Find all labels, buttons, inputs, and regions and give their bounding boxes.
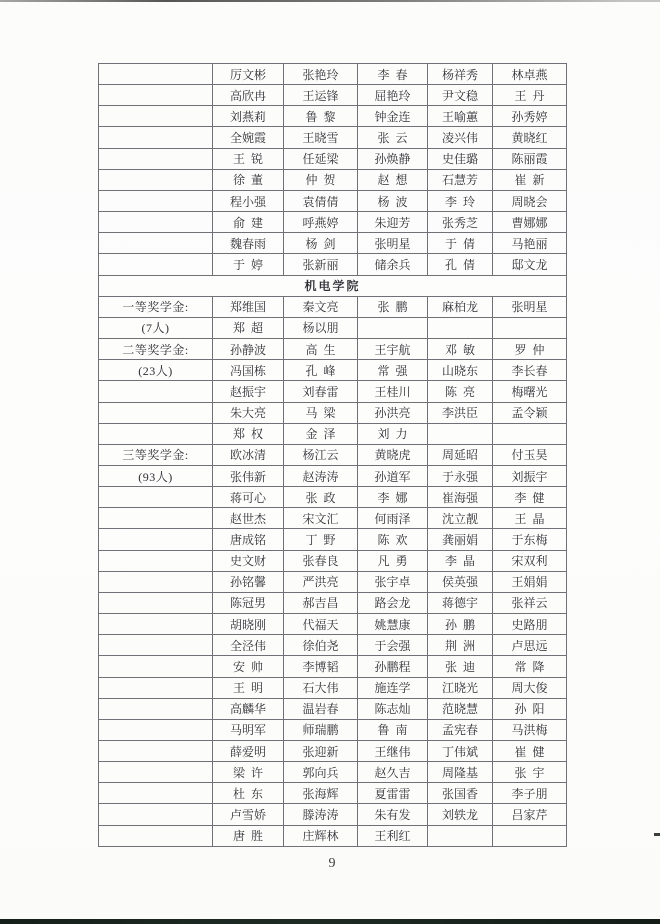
- student-name-cell: 冯国栋: [213, 360, 284, 381]
- student-name-cell: 张新丽: [284, 254, 358, 275]
- student-name-cell: 王娟娟: [493, 571, 567, 592]
- student-name-cell: [428, 825, 493, 846]
- student-name-cell: 于东梅: [493, 529, 567, 550]
- award-tier-label-cell: 三等奖学金:: [99, 444, 213, 465]
- scan-artifact-top-edge: [0, 0, 660, 2]
- student-name-cell: 高麟华: [213, 698, 284, 719]
- student-name-cell: 温岩春: [284, 698, 358, 719]
- student-name-cell: [428, 317, 493, 338]
- table-row: [99, 487, 567, 508]
- student-name-cell: 杨江云: [284, 444, 358, 465]
- student-name-cell: 张国香: [428, 783, 493, 804]
- student-name-cell: [493, 825, 567, 846]
- student-name-cell: 金 泽: [284, 423, 358, 444]
- student-name-cell: 孙鹏程: [358, 656, 428, 677]
- student-name-cell: 全婉霞: [213, 127, 284, 148]
- student-name-cell: 孟宪春: [428, 719, 493, 740]
- roster-table-body: [99, 64, 567, 847]
- student-name-cell: 范晓慧: [428, 698, 493, 719]
- student-name-cell: 严洪亮: [284, 571, 358, 592]
- student-name-cell: 赵世杰: [213, 508, 284, 529]
- table-row: [99, 614, 567, 635]
- student-name-cell: 张春良: [284, 550, 358, 571]
- student-name-cell: 王 锐: [213, 148, 284, 169]
- student-name-cell: 崔 健: [493, 741, 567, 762]
- student-name-cell: 崔 新: [493, 169, 567, 190]
- student-name-cell: 庄辉林: [284, 825, 358, 846]
- student-name-cell: 凌兴伟: [428, 127, 493, 148]
- student-name-cell: 陈冠男: [213, 592, 284, 613]
- student-name-cell: 张明星: [358, 233, 428, 254]
- award-tier-label-cell: (93人): [99, 465, 213, 486]
- student-name-cell: 马明军: [213, 719, 284, 740]
- award-tier-label-cell: [99, 190, 213, 211]
- student-name-cell: 林卓燕: [493, 64, 567, 85]
- student-name-cell: 张 迪: [428, 656, 493, 677]
- student-name-cell: 陈丽霞: [493, 148, 567, 169]
- award-tier-label-cell: [99, 487, 213, 508]
- award-tier-label-cell: [99, 550, 213, 571]
- award-tier-label-cell: [99, 85, 213, 106]
- award-tier-label-cell: [99, 402, 213, 423]
- student-name-cell: 呼燕婷: [284, 212, 358, 233]
- table-row: [99, 465, 567, 486]
- student-name-cell: 刘振宇: [493, 465, 567, 486]
- student-name-cell: 陈志灿: [358, 698, 428, 719]
- student-name-cell: 孔 峰: [284, 360, 358, 381]
- table-row: [99, 381, 567, 402]
- student-name-cell: 李长春: [493, 360, 567, 381]
- student-name-cell: 任延梁: [284, 148, 358, 169]
- table-row: [99, 275, 567, 296]
- student-name-cell: 邸文龙: [493, 254, 567, 275]
- award-tier-label-cell: [99, 783, 213, 804]
- student-name-cell: 张 宇: [493, 762, 567, 783]
- student-name-cell: 徐伯尧: [284, 635, 358, 656]
- student-name-cell: 张 鹏: [358, 296, 428, 317]
- student-name-cell: 孙道军: [358, 465, 428, 486]
- student-name-cell: 高欣冉: [213, 85, 284, 106]
- student-name-cell: 张 政: [284, 487, 358, 508]
- student-name-cell: 路会龙: [358, 592, 428, 613]
- student-name-cell: 李 晶: [428, 550, 493, 571]
- student-name-cell: 常 降: [493, 656, 567, 677]
- student-name-cell: 郑 超: [213, 317, 284, 338]
- student-name-cell: 李子朋: [493, 783, 567, 804]
- student-name-cell: 滕涛涛: [284, 804, 358, 825]
- student-name-cell: 郝吉昌: [284, 592, 358, 613]
- student-name-cell: 张宇卓: [358, 571, 428, 592]
- table-row: [99, 64, 567, 85]
- scan-artifact-speck: [654, 833, 660, 836]
- award-tier-label-cell: 一等奖学金:: [99, 296, 213, 317]
- student-name-cell: 孟令颖: [493, 402, 567, 423]
- award-tier-label-cell: [99, 825, 213, 846]
- student-name-cell: 卢雪娇: [213, 804, 284, 825]
- award-tier-label-cell: [99, 508, 213, 529]
- student-name-cell: 孙 阳: [493, 698, 567, 719]
- student-name-cell: 李 健: [493, 487, 567, 508]
- student-name-cell: 杜 东: [213, 783, 284, 804]
- student-name-cell: 赵涛涛: [284, 465, 358, 486]
- award-tier-label-cell: (23人): [99, 360, 213, 381]
- award-tier-label-cell: [99, 698, 213, 719]
- table-row: [99, 762, 567, 783]
- student-name-cell: 刘 力: [358, 423, 428, 444]
- student-name-cell: [493, 317, 567, 338]
- award-tier-label-cell: [99, 719, 213, 740]
- student-name-cell: 卢思远: [493, 635, 567, 656]
- student-name-cell: 杨以朋: [284, 317, 358, 338]
- student-name-cell: 蒋德宇: [428, 592, 493, 613]
- table-row: [99, 423, 567, 444]
- table-row: [99, 212, 567, 233]
- student-name-cell: 孔 倩: [428, 254, 493, 275]
- table-row: [99, 804, 567, 825]
- table-row: [99, 169, 567, 190]
- student-name-cell: 厉文彬: [213, 64, 284, 85]
- student-name-cell: 陈 欢: [358, 529, 428, 550]
- student-name-cell: 杨祥秀: [428, 64, 493, 85]
- student-name-cell: 何雨泽: [358, 508, 428, 529]
- student-name-cell: 曹娜娜: [493, 212, 567, 233]
- student-name-cell: 姚慧康: [358, 614, 428, 635]
- table-row: [99, 656, 567, 677]
- table-row: [99, 402, 567, 423]
- award-tier-label-cell: [99, 635, 213, 656]
- table-row: [99, 783, 567, 804]
- student-name-cell: [358, 317, 428, 338]
- student-name-cell: 马洪梅: [493, 719, 567, 740]
- student-name-cell: 郑 权: [213, 423, 284, 444]
- student-name-cell: 常 强: [358, 360, 428, 381]
- student-name-cell: 王继伟: [358, 741, 428, 762]
- student-name-cell: 李洪臣: [428, 402, 493, 423]
- table-row: [99, 719, 567, 740]
- student-name-cell: 马艳丽: [493, 233, 567, 254]
- student-name-cell: 孙焕静: [358, 148, 428, 169]
- student-name-cell: 杨 波: [358, 190, 428, 211]
- student-name-cell: 付玉昊: [493, 444, 567, 465]
- student-name-cell: 朱大亮: [213, 402, 284, 423]
- table-row: [99, 296, 567, 317]
- student-name-cell: 王 晶: [493, 508, 567, 529]
- student-name-cell: 师瑞鹏: [284, 719, 358, 740]
- page-number: 9: [328, 856, 336, 871]
- student-name-cell: 唐成铭: [213, 529, 284, 550]
- table-row: [99, 317, 567, 338]
- student-name-cell: 崔海强: [428, 487, 493, 508]
- table-row: [99, 339, 567, 360]
- award-tier-label-cell: [99, 656, 213, 677]
- student-name-cell: 山晓东: [428, 360, 493, 381]
- student-name-cell: 全泾伟: [213, 635, 284, 656]
- student-name-cell: 钟金连: [358, 106, 428, 127]
- award-tier-label-cell: [99, 592, 213, 613]
- student-name-cell: 侯英强: [428, 571, 493, 592]
- student-name-cell: 麻柏龙: [428, 296, 493, 317]
- award-tier-label-cell: [99, 233, 213, 254]
- student-name-cell: 刘春雷: [284, 381, 358, 402]
- student-name-cell: 史文财: [213, 550, 284, 571]
- award-tier-label-cell: [99, 423, 213, 444]
- student-name-cell: 梅曙光: [493, 381, 567, 402]
- award-tier-label-cell: [99, 64, 213, 85]
- student-name-cell: 张秀芝: [428, 212, 493, 233]
- student-name-cell: 魏春雨: [213, 233, 284, 254]
- student-name-cell: 赵振宇: [213, 381, 284, 402]
- student-name-cell: 石大伟: [284, 677, 358, 698]
- award-tier-label-cell: [99, 571, 213, 592]
- student-name-cell: 薛爱明: [213, 741, 284, 762]
- table-row: [99, 85, 567, 106]
- student-name-cell: 秦文亮: [284, 296, 358, 317]
- student-name-cell: 黄晓红: [493, 127, 567, 148]
- student-name-cell: 史路朋: [493, 614, 567, 635]
- table-row: [99, 592, 567, 613]
- student-name-cell: 于 倩: [428, 233, 493, 254]
- student-name-cell: 马 梁: [284, 402, 358, 423]
- student-name-cell: 于永强: [428, 465, 493, 486]
- section-header: 机电学院: [99, 275, 567, 296]
- table-row: [99, 233, 567, 254]
- student-name-cell: 梁 许: [213, 762, 284, 783]
- student-name-cell: 王 丹: [493, 85, 567, 106]
- table-row: [99, 635, 567, 656]
- table-row: [99, 825, 567, 846]
- student-name-cell: 于 婷: [213, 254, 284, 275]
- table-row: [99, 571, 567, 592]
- student-name-cell: 程小强: [213, 190, 284, 211]
- student-name-cell: 王桂川: [358, 381, 428, 402]
- student-name-cell: 张 云: [358, 127, 428, 148]
- student-name-cell: 陈 亮: [428, 381, 493, 402]
- student-name-cell: 储余兵: [358, 254, 428, 275]
- student-name-cell: 孙铭馨: [213, 571, 284, 592]
- student-name-cell: 江晓光: [428, 677, 493, 698]
- student-name-cell: 郑维国: [213, 296, 284, 317]
- student-name-cell: 邓 敏: [428, 339, 493, 360]
- student-name-cell: 郭向兵: [284, 762, 358, 783]
- student-name-cell: 鲁 南: [358, 719, 428, 740]
- student-name-cell: 沈立靓: [428, 508, 493, 529]
- student-name-cell: 李 玲: [428, 190, 493, 211]
- student-name-cell: 王宇航: [358, 339, 428, 360]
- award-tier-label-cell: [99, 677, 213, 698]
- student-name-cell: 王利红: [358, 825, 428, 846]
- student-name-cell: 周晓会: [493, 190, 567, 211]
- student-name-cell: 代福天: [284, 614, 358, 635]
- student-name-cell: 李博韬: [284, 656, 358, 677]
- award-tier-label-cell: [99, 254, 213, 275]
- student-name-cell: 赵 想: [358, 169, 428, 190]
- student-name-cell: 刘燕莉: [213, 106, 284, 127]
- table-row: [99, 148, 567, 169]
- student-name-cell: 吕家芹: [493, 804, 567, 825]
- table-row: [99, 677, 567, 698]
- table-row: [99, 360, 567, 381]
- student-name-cell: 尹文稳: [428, 85, 493, 106]
- student-name-cell: 杨 剑: [284, 233, 358, 254]
- student-name-cell: 袁倩倩: [284, 190, 358, 211]
- student-name-cell: 孙 鹏: [428, 614, 493, 635]
- award-tier-label-cell: [99, 614, 213, 635]
- student-name-cell: 周延昭: [428, 444, 493, 465]
- student-name-cell: 孙秀婷: [493, 106, 567, 127]
- award-tier-label-cell: [99, 212, 213, 233]
- table-row: [99, 550, 567, 571]
- student-name-cell: 王运锋: [284, 85, 358, 106]
- table-row: [99, 444, 567, 465]
- student-name-cell: 朱迎芳: [358, 212, 428, 233]
- student-name-cell: 丁伟斌: [428, 741, 493, 762]
- student-name-cell: 罗 仲: [493, 339, 567, 360]
- award-tier-label-cell: 二等奖学金:: [99, 339, 213, 360]
- student-name-cell: 凡 勇: [358, 550, 428, 571]
- table-row: [99, 508, 567, 529]
- student-name-cell: 宋双利: [493, 550, 567, 571]
- student-name-cell: [493, 423, 567, 444]
- student-name-cell: 周隆基: [428, 762, 493, 783]
- award-tier-label-cell: [99, 762, 213, 783]
- award-tier-label-cell: [99, 169, 213, 190]
- student-name-cell: 荆 洲: [428, 635, 493, 656]
- student-name-cell: 夏雷雷: [358, 783, 428, 804]
- student-name-cell: 张祥云: [493, 592, 567, 613]
- student-name-cell: 史佳璐: [428, 148, 493, 169]
- student-name-cell: 周大俊: [493, 677, 567, 698]
- student-name-cell: 安 帅: [213, 656, 284, 677]
- award-tier-label-cell: (7人): [99, 317, 213, 338]
- table-row: [99, 106, 567, 127]
- student-name-cell: 徐 董: [213, 169, 284, 190]
- student-name-cell: 张明星: [493, 296, 567, 317]
- award-tier-label-cell: [99, 381, 213, 402]
- award-tier-label-cell: [99, 106, 213, 127]
- table-row: [99, 254, 567, 275]
- student-name-cell: [428, 423, 493, 444]
- student-name-cell: 施连学: [358, 677, 428, 698]
- student-name-cell: 仲 贺: [284, 169, 358, 190]
- table-row: [99, 741, 567, 762]
- student-name-cell: 赵久吉: [358, 762, 428, 783]
- student-name-cell: 王晓雪: [284, 127, 358, 148]
- student-name-cell: 宋文汇: [284, 508, 358, 529]
- table-row: [99, 698, 567, 719]
- table-row: [99, 127, 567, 148]
- student-name-cell: 张艳玲: [284, 64, 358, 85]
- student-name-cell: 王 明: [213, 677, 284, 698]
- student-name-cell: 蒋可心: [213, 487, 284, 508]
- student-name-cell: 孙静波: [213, 339, 284, 360]
- student-name-cell: 唐 胜: [213, 825, 284, 846]
- scan-artifact-bottom-edge: [0, 919, 660, 924]
- student-name-cell: 张迎新: [284, 741, 358, 762]
- student-name-cell: 李 春: [358, 64, 428, 85]
- student-name-cell: 孙洪亮: [358, 402, 428, 423]
- student-name-cell: 朱有发: [358, 804, 428, 825]
- award-tier-label-cell: [99, 804, 213, 825]
- student-name-cell: 李 娜: [358, 487, 428, 508]
- student-name-cell: 石慧芳: [428, 169, 493, 190]
- table-row: [99, 190, 567, 211]
- student-name-cell: 高 生: [284, 339, 358, 360]
- student-name-cell: 俞 建: [213, 212, 284, 233]
- award-tier-label-cell: [99, 741, 213, 762]
- student-name-cell: 张伟新: [213, 465, 284, 486]
- award-tier-label-cell: [99, 529, 213, 550]
- student-name-cell: 张海辉: [284, 783, 358, 804]
- student-name-cell: 屈艳玲: [358, 85, 428, 106]
- student-name-cell: 王喻蕙: [428, 106, 493, 127]
- award-tier-label-cell: [99, 148, 213, 169]
- scholarship-roster-table: [98, 63, 567, 847]
- student-name-cell: 丁 野: [284, 529, 358, 550]
- student-name-cell: 黄晓虎: [358, 444, 428, 465]
- student-name-cell: 欧冰清: [213, 444, 284, 465]
- award-tier-label-cell: [99, 127, 213, 148]
- student-name-cell: 鲁 黎: [284, 106, 358, 127]
- student-name-cell: 龚丽娟: [428, 529, 493, 550]
- student-name-cell: 刘轶龙: [428, 804, 493, 825]
- student-name-cell: 胡晓刚: [213, 614, 284, 635]
- table-row: [99, 529, 567, 550]
- student-name-cell: 于会强: [358, 635, 428, 656]
